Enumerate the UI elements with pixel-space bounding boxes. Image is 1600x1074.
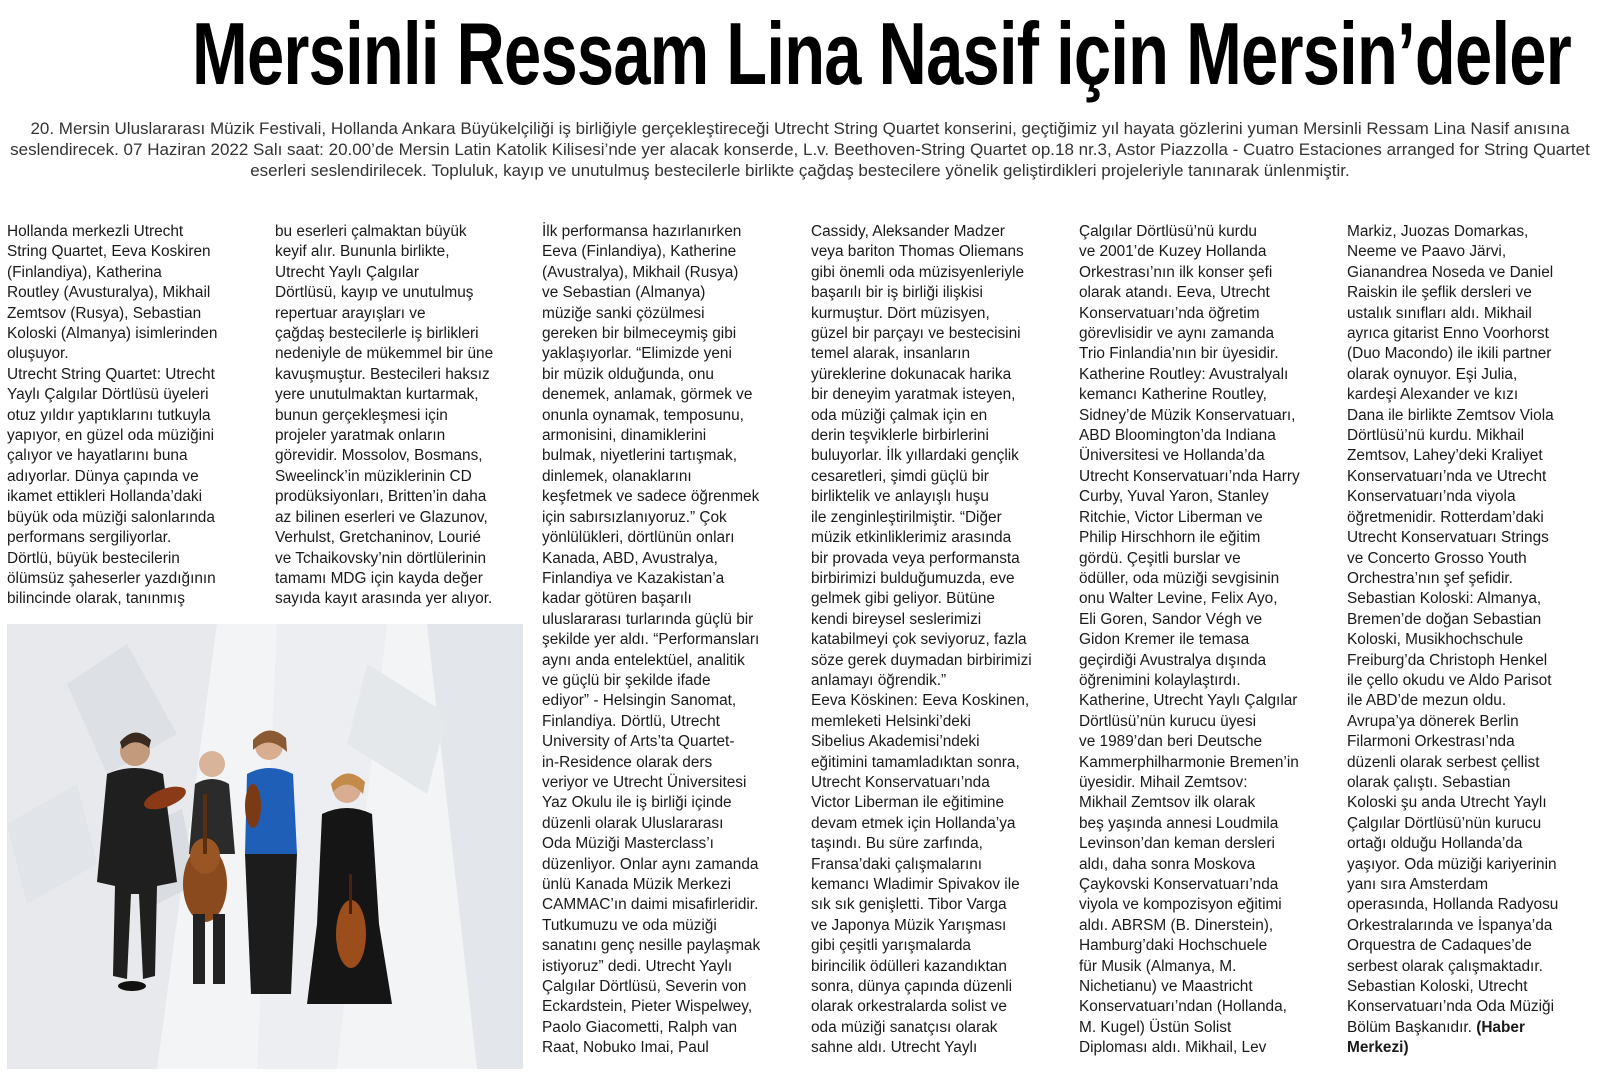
column-line: Koloski, Musikhochschule	[1347, 631, 1524, 649]
column-line: Sweelinck’in müziklerinin CD	[275, 467, 472, 485]
column-line: ve Japonya Müzik Yarışması	[811, 916, 1007, 934]
article-column-1	[7, 222, 251, 612]
column-line: otuz yıldır yaptıklarını tutkuyla	[7, 406, 211, 424]
column-line: ile zenginleştirilmiştir. “Diğer	[811, 508, 1002, 526]
column-line: Raat, Nobuko Imai, Paul	[542, 1039, 709, 1057]
column-line: Curby, Yuval Yaron, Stanley	[1079, 488, 1269, 506]
column-line: az bilinen eserleri ve Glazunov,	[275, 508, 488, 526]
column-line: bir deneyim yaratmak isteyen,	[811, 386, 1016, 404]
column-line: Bremen’de doğan Sebastian	[1347, 610, 1542, 628]
column-line: gereken bir bilmeceymiş gibi	[542, 325, 737, 343]
column-line: veriyor ve Utrecht Üniversitesi	[542, 773, 747, 791]
column-line: düzenli olarak serbest çellist	[1347, 753, 1540, 771]
column-line: Avrupa’ya dönerek Berlin	[1347, 712, 1519, 730]
article-column-3	[542, 222, 786, 1072]
column-line: görevidir. Mossolov, Bosmans,	[275, 447, 483, 465]
column-line: Diploması aldı. Mikhail, Lev	[1079, 1039, 1267, 1057]
lead-paragraph: 20. Mersin Uluslararası Müzik Festivali, Hollanda Ankara Büyükelçiliği iş birliğiyle gerçekleştireceği Utrecht String Quartet konserini, geçtiğimiz yıl hayata gözlerini yuman Mersinli Ressam Lina Nasif anısına seslendirecek. 07 Haziran 2022 Salı saat: 20.00’de Mersin Latin Katolik Kilisesi’nde yer alacak konserde, L.v. Beethoven-String Quartet op.18 nr.3, Astor Piazzolla - Cuatro Estaciones arranged for String Quartet eserleri seslendirilecek. Topluluk, kayıp ve unutulmuş bestecilerle birlikte çağdaş bestecilere yönelik geliştirdikleri projeleriyle tanınarak ünlenmiştir.	[10, 119, 1590, 180]
column-line: aldı, daha sonra Moskova	[1079, 855, 1256, 873]
column-line: Finlandiya ve Kazakistan’a	[542, 569, 725, 587]
column-line: ikamet ettikleri Hollanda’daki	[7, 488, 203, 506]
column-line: Utrecht Konservatuarı Strings	[1347, 529, 1549, 547]
column-line: Katherine, Utrecht Yaylı Çalgılar	[1079, 692, 1298, 710]
column-line: keyif alır. Bununla birlikte,	[275, 243, 450, 261]
column-line: Sebastian Koloski, Utrecht	[1347, 978, 1528, 996]
column-line: yapıyor, en güzel oda müziğini	[7, 427, 215, 445]
column-line: Levinson’dan keman dersleri	[1079, 835, 1275, 853]
column-line: ölümsüz şaheserler yazdığının	[7, 569, 216, 587]
column-line: Ritchie, Victor Liberman ve	[1079, 508, 1263, 526]
column-line: Kammerphilharmonie Bremen’in	[1079, 753, 1299, 771]
column-line: çağdaş bestecilerle iş birlikleri	[275, 325, 479, 343]
column-line: üyesidir. Mihail Zemtsov:	[1079, 773, 1248, 791]
column-line: tamamı MDG için kayda değer	[275, 569, 483, 587]
column-line: ve Concerto Grosso Youth	[1347, 549, 1527, 567]
column-line: memleketi Helsinki’deki	[811, 712, 971, 730]
column-line: M. Kugel) Üstün Solist	[1079, 1018, 1232, 1036]
column-line: Konservatuarı’nda öğretim	[1079, 304, 1260, 322]
column-line: sonra, dünya çapında düzenli	[811, 978, 1013, 996]
column-line: ile ABD’de mezun oldu.	[1347, 692, 1507, 710]
column-line: Orchestra’nın şef şefidir.	[1347, 569, 1513, 587]
column-line: Freiburg’da Christoph Henkel	[1347, 651, 1548, 669]
column-line: (Finlandiya), Katherina	[7, 263, 162, 281]
column-line: yaklaşıyorlar. “Elimizde yeni	[542, 345, 732, 363]
column-line: buluyorlar. İlk yıllardaki gençlik	[811, 447, 1019, 465]
column-line: Gianandrea Noseda ve Daniel	[1347, 263, 1554, 281]
column-line: Hollanda merkezli Utrecht	[7, 223, 184, 240]
column-line: kemancı Wladimir Spivakov ile	[811, 876, 1020, 893]
column-line: taşındı. Bu süre zarfında,	[811, 835, 983, 853]
column-line: nedeniyle de mükemmel bir üne	[275, 345, 494, 363]
column-line: ve Sebastian (Almanya)	[542, 284, 706, 302]
column-line: geçirdiği Avustralya dışında	[1079, 651, 1267, 669]
column-line: düzenliyor. Onlar aynı zamanda	[542, 855, 759, 873]
column-line: İlk performansa hazırlanırken	[542, 223, 742, 240]
column-line: katabilmeyi çok seviyoruz, fazla	[811, 631, 1027, 649]
headline: Mersinli Ressam Lina Nasif için Mersin’deler	[192, 4, 1571, 103]
article-column-4	[811, 222, 1055, 1072]
column-line: Dana ile birlikte Zemtsov Viola	[1347, 406, 1554, 424]
column-line: oluşuyor.	[7, 345, 69, 363]
column-line: olarak orkestralarda solist ve	[811, 998, 1007, 1016]
column-line: ortağı olduğu Hollanda’da	[1347, 835, 1523, 853]
column-line: viyola ve kompozisyon eğitimi	[1079, 896, 1282, 914]
column-line: öğretmenidir. Rotterdam’daki	[1347, 508, 1544, 526]
column-line: müzik etkinliklerimiz arasında	[811, 529, 1012, 547]
column-line: prodüksiyonları, Britten’in daha	[275, 488, 487, 506]
column-line: Hamburg’daki Hochschuele	[1079, 937, 1268, 955]
column-line: sahne aldı. Utrecht Yaylı	[811, 1039, 978, 1057]
column-line: CAMMAC’ın daimi misafirleridir.	[542, 896, 759, 914]
article-column-6	[1347, 222, 1591, 1072]
column-line: Finlandiya. Dörtlü, Utrecht	[542, 712, 720, 730]
column-line: Paolo Giacometti, Ralph van	[542, 1018, 738, 1036]
column-line: çalıyor ve hayatlarını buna	[7, 447, 188, 465]
column-line: cesaretleri, şimdi güçlü bir	[811, 467, 989, 485]
column-line: Victor Liberman ile eğitimine	[811, 794, 1005, 812]
column-line: yere unutulmaktan kurtarmak,	[275, 386, 479, 404]
column-line: görevlisidir ve aynı zamanda	[1079, 325, 1275, 343]
column-line: Çaykovski Konservatuarı’nda	[1079, 876, 1279, 893]
column-line: Tutkumuzu ve oda müziği	[542, 916, 717, 934]
column-line: uluslararası turlarında güçlü bir	[542, 610, 754, 628]
column-line: ediyor” - Helsingin Sanomat,	[542, 692, 737, 710]
column-line: Oda Müziği Masterclass’ı	[542, 835, 714, 853]
column-line: birincilik ödülleri kazandıktan	[811, 957, 1007, 975]
column-line: ünlü Kanada Müzik Merkezi	[542, 876, 732, 893]
signoff: Merkezi)	[1347, 1039, 1409, 1057]
signoff: (Haber	[1476, 1018, 1525, 1036]
column-line: (Avustralya), Mikhail (Rusya)	[542, 263, 739, 281]
column-line: adıyorlar. Dünya çapında ve	[7, 467, 199, 485]
column-line: dinlemek, olanaklarını	[542, 467, 692, 485]
column-line: Dörtlüsü’nün kurucu üyesi	[1079, 712, 1257, 730]
column-line: sık sık genişletti. Tibor Varga	[811, 896, 1007, 914]
column-line: sayıda kayıt arasında yer alıyor.	[275, 590, 493, 608]
column-line: Zemtsov, Lahey’deki Kraliyet	[1347, 447, 1543, 465]
column-line: kavuşmuştur. Bestecileri haksız	[275, 365, 490, 383]
column-line: keşfetmek ve sadece öğrenmek	[542, 488, 760, 506]
column-line: bulmak, niyetlerini tartışmak,	[542, 447, 738, 465]
column-line: Routley (Avusturalya), Mikhail	[7, 284, 211, 302]
column-line: olarak atandı. Eeva, Utrecht	[1079, 284, 1270, 302]
column-line: anlamayı öğrendik.”	[811, 671, 947, 689]
column-line: Cassidy, Aleksander Madzer	[811, 223, 1005, 240]
column-line: istiyoruz” dedi. Utrecht Yaylı	[542, 957, 733, 975]
column-line: düzenli olarak Uluslararası	[542, 814, 724, 832]
column-line: University of Arts’ta Quartet-	[542, 733, 735, 751]
column-line: in-Residence olarak ders	[542, 753, 713, 771]
column-line: Markiz, Juozas Domarkas,	[1347, 223, 1529, 240]
column-line: Trio Finlandia’nın bir üyesidir.	[1079, 345, 1279, 363]
column-line: Konservatuarı’nda Oda Müziği	[1347, 998, 1555, 1016]
column-line: Filarmoni Orkestrası’nda	[1347, 733, 1515, 751]
column-line: Sidney’de Müzik Konservatuarı,	[1079, 406, 1296, 424]
column-line: veya bariton Thomas Oliemans	[811, 243, 1024, 261]
column-line: ve 1989’dan beri Deutsche	[1079, 733, 1263, 751]
column-line: birliktelik ve anlayışlı huşu	[811, 488, 989, 506]
column-line: sanatını genç nesille paylaşmak	[542, 937, 761, 955]
column-line: Nichetianu) ve Maastricht	[1079, 978, 1253, 996]
column-line: onu Walter Levine, Felix Ayo,	[1079, 590, 1278, 608]
column-line: için sabırsızlanıyoruz.” Çok	[542, 508, 727, 526]
article-column-2	[275, 222, 519, 612]
column-line: oda müziği çalmak için en	[811, 406, 988, 424]
column-line: bu eserleri çalmaktan büyük	[275, 223, 467, 240]
column-line: performans sergiliyorlar.	[7, 529, 172, 547]
column-line: Kanada, ABD, Avustralya,	[542, 549, 718, 567]
column-line: aldı. ABRSM (B. Dinerstein),	[1079, 916, 1274, 934]
column-line: güzel bir parçayı ve bestecisini	[811, 325, 1021, 343]
column-line: repertuar arayışları ve	[275, 304, 426, 322]
column-line: kemancı Katherine Routley,	[1079, 386, 1267, 404]
column-line: Dörtlüsü, kayıp ve unutulmuş	[275, 284, 474, 302]
column-line: Zemtsov (Rusya), Sebastian	[7, 304, 202, 322]
column-line: Üniversitesi ve Hollanda’da	[1079, 447, 1265, 465]
column-line: gelmek gibi geliyor. Bütüne	[811, 590, 995, 608]
column-line: Orkestrası’nın ilk konser şefi	[1079, 263, 1273, 281]
column-line: yüreklerine dokunacak harika	[811, 365, 1012, 383]
column-line: Utrecht String Quartet: Utrecht	[7, 365, 215, 383]
column-line: gibi çeşitli yarışmalarda	[811, 937, 971, 955]
column-line: bir provada veya performansta	[811, 549, 1020, 567]
column-line: Koloski şu anda Utrecht Yaylı	[1347, 794, 1547, 812]
column-line: bir müzik olduğunda, onu	[542, 365, 714, 383]
column-line: projeler yaratmak onların	[275, 427, 446, 445]
column-line: serbest olarak çalışmaktadır.	[1347, 957, 1543, 975]
column-line: Bölüm Başkanıdır. (Haber	[1347, 1018, 1525, 1036]
column-line: kadar götüren başarılı	[542, 590, 692, 608]
column-line: ustalık sınıfları aldı. Mikhail	[1347, 304, 1532, 322]
column-line: Utrecht Yaylı Çalgılar	[275, 263, 419, 281]
column-line: olarak çalıştı. Sebastian	[1347, 773, 1511, 791]
column-line: Konservatuarı’nda ve Utrecht	[1347, 467, 1547, 485]
column-line: Gidon Kremer ile temasa	[1079, 631, 1250, 649]
column-line: bunun gerçekleşmesi için	[275, 406, 448, 424]
column-line: gördü. Çeşitli burslar ve	[1079, 549, 1241, 567]
column-line: operasında, Hollanda Radyosu	[1347, 896, 1559, 914]
column-line: yönlülükleri, dörtlünün onları	[542, 529, 735, 547]
column-line: yaşıyor. Oda müziği kariyerinin	[1347, 855, 1557, 873]
column-line: Çalgılar Dörtlüsü’nü kurdu	[1079, 223, 1257, 240]
column-line: ödüller, oda müziği sevgisinin	[1079, 569, 1280, 587]
column-line: Konservatuarı’ndan (Hollanda,	[1079, 998, 1287, 1016]
column-line: Eli Goren, Sandor Végh ve	[1079, 610, 1263, 628]
column-line: büyük oda müziği salonlarında	[7, 508, 215, 526]
column-line: Verhulst, Gretchaninov, Lourié	[275, 529, 481, 547]
column-line: Raiskin ile şeflik dersleri ve	[1347, 284, 1532, 302]
column-line: Çalgılar Dörtlüsü’nün kurucu	[1347, 814, 1542, 832]
column-line: aynı anda entelektüel, analitik	[542, 651, 745, 669]
column-line: gibi önemli oda müzisyenleriyle	[811, 263, 1025, 281]
column-line: (Duo Macondo) ile ikili partner	[1347, 345, 1552, 363]
column-line: Sebastian Koloski: Almanya,	[1347, 590, 1542, 608]
column-line: başarılı bir iş birliği ilişkisi	[811, 284, 983, 302]
column-line: ve Tchaikovsky’nin dörtlülerinin	[275, 549, 487, 567]
column-line: Utrecht Konservatuarı’nda	[811, 773, 990, 791]
article-column-5	[1079, 222, 1323, 1072]
column-line: Orkestralarında ve İspanya’da	[1347, 916, 1553, 934]
column-line: eğitimini tamamladıktan sonra,	[811, 753, 1020, 771]
column-line: Philip Hirschhorn ile eğitim	[1079, 529, 1261, 547]
column-line: Koloski (Almanya) isimlerinden	[7, 325, 218, 343]
column-line: Utrecht Konservatuarı’nda Harry	[1079, 467, 1300, 485]
column-line: denemek, anlamak, görmek ve	[542, 386, 753, 404]
column-line: Konservatuarı’nda viyola	[1347, 488, 1516, 506]
column-line: onunla oynamak, temposunu,	[542, 406, 744, 424]
column-line: Çalgılar Dörtlüsü, Severin von	[542, 978, 747, 996]
column-line: Eeva (Finlandiya), Katherine	[542, 243, 737, 261]
column-line: Yaz Okulu ile iş birliği içinde	[542, 794, 732, 812]
column-line: ile çello okudu ve Aldo Parisot	[1347, 671, 1552, 689]
column-line: Neeme ve Paavo Järvi,	[1347, 243, 1507, 261]
column-line: Orquestra de Cadaques’de	[1347, 937, 1532, 955]
column-line: devam etmek için Hollanda’ya	[811, 814, 1016, 832]
column-line: armonisini, dinamiklerini	[542, 427, 707, 445]
column-line: kendi bireysel seslerimizi	[811, 610, 982, 628]
column-line: ABD Bloomington’da Indiana	[1079, 427, 1276, 445]
column-line: Dörtlü, büyük bestecilerin	[7, 549, 180, 567]
column-line: ve güçlü bir şekilde ifade	[542, 671, 711, 689]
column-line: Mikhail Zemtsov ilk olarak	[1079, 794, 1256, 812]
column-line: beş yaşında annesi Loudmila	[1079, 814, 1279, 832]
column-line: Dörtlüsü’nü kurdu. Mikhail	[1347, 427, 1525, 445]
column-line: String Quartet, Eeva Koskiren	[7, 243, 211, 261]
column-line: müziğe sanki çözülmesi	[542, 304, 705, 322]
column-line: öğrenimini kolaylaştırdı.	[1079, 671, 1241, 689]
column-line: yanı sıra Amsterdam	[1347, 876, 1489, 893]
quartet-photo	[7, 624, 523, 1069]
column-line: şekilde yer aldı. “Performansları	[542, 631, 760, 649]
column-line: Eckardstein, Pieter Wispelwey,	[542, 998, 753, 1016]
column-line: oda müziği sanatçısı olarak	[811, 1018, 998, 1036]
column-line: olarak oynuyor. Eşi Julia,	[1347, 365, 1518, 383]
column-line: Yaylı Çalgılar Dörtlüsü üyeleri	[7, 386, 209, 404]
column-line: ve 2001’de Kuzey Hollanda	[1079, 243, 1267, 261]
column-line: derin teşviklerle birbirlerini	[811, 427, 989, 445]
column-line: für Musik (Almanya, M.	[1079, 957, 1237, 975]
column-line: ayrıca gitarist Enno Voorhorst	[1347, 325, 1549, 343]
column-line: Sibelius Akademisi’ndeki	[811, 733, 980, 751]
column-line: Katherine Routley: Avustralyalı	[1079, 365, 1289, 383]
column-line: Fransa’daki çalışmalarını	[811, 855, 983, 873]
column-line: kurmuştur. Dört müzisyen,	[811, 304, 990, 322]
column-line: Eeva Köskinen: Eeva Koskinen,	[811, 692, 1030, 710]
column-line: bilincinde olarak, tanınmış	[7, 590, 185, 608]
column-line: söze gerek duymadan birbirimizi	[811, 651, 1032, 669]
column-line: kardeşi Alexander ve kızı	[1347, 386, 1519, 404]
column-line: birbirimizi bulduğumuzda, eve	[811, 569, 1015, 587]
column-line: temel alarak, insanların	[811, 345, 971, 363]
